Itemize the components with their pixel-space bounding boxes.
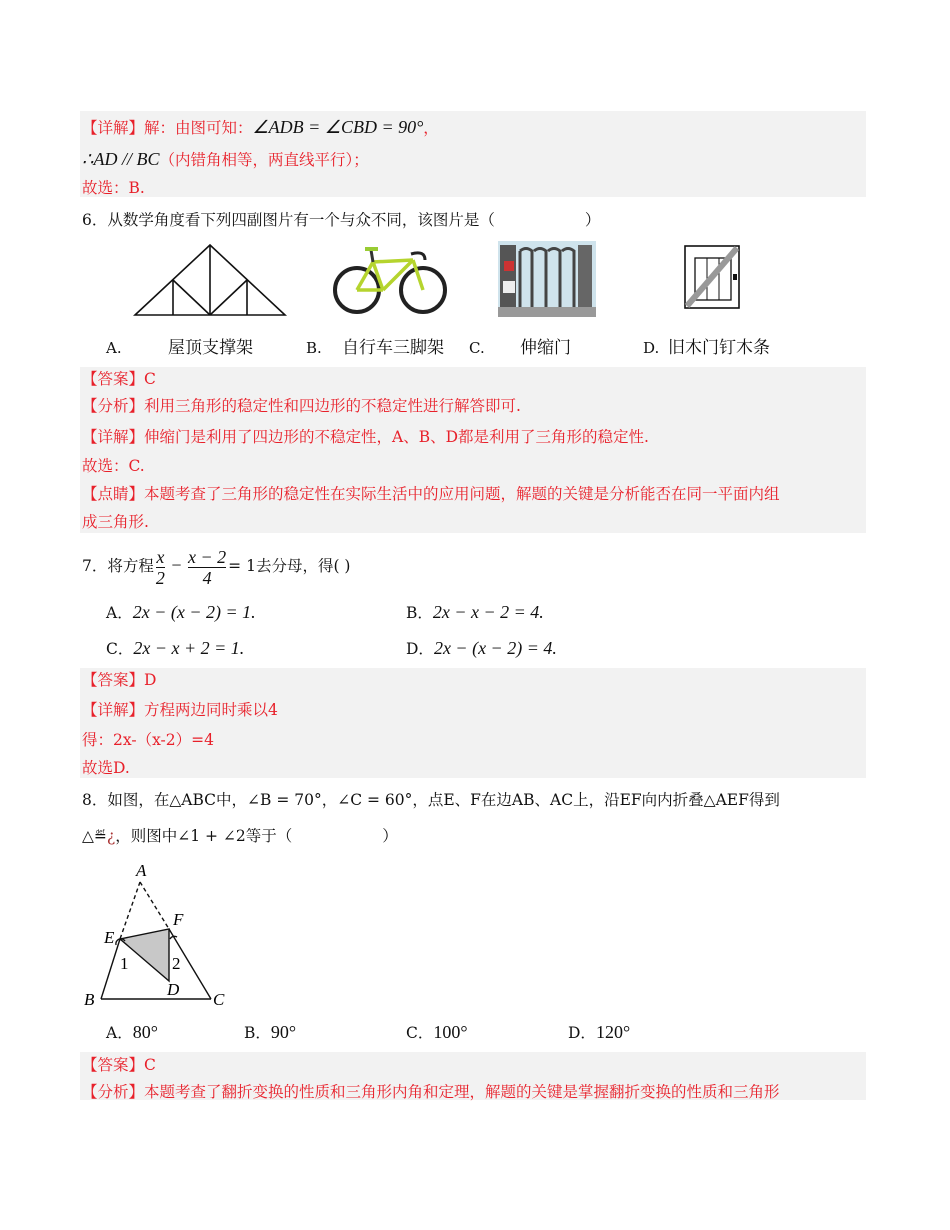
math-expression: ∴AD // BC — [82, 149, 160, 169]
math: 2x − x + 2 = 1. — [133, 638, 245, 658]
comment-tag: 【点睛】 — [82, 485, 145, 503]
old-door-image — [683, 244, 741, 310]
denominator: 4 — [202, 567, 212, 588]
triangle-figure — [80, 855, 240, 1015]
letter: D． — [568, 1024, 596, 1042]
q8-option-d — [568, 1022, 630, 1043]
fraction-x-over-2 — [156, 547, 165, 588]
roof-truss-image — [133, 241, 288, 317]
option-b-caption: 自行车三脚架 — [342, 338, 444, 358]
label-a: A — [136, 861, 147, 880]
label-e: E — [104, 928, 115, 947]
option-a-caption: 屋顶支撑架 — [168, 338, 253, 358]
solution-box-q6 — [80, 367, 866, 533]
q6-comment-cont: 成三角形. — [82, 513, 149, 531]
option-d-caption: 旧木门钉木条 — [668, 338, 770, 358]
minus: − — [166, 555, 187, 575]
q6-analysis — [82, 396, 521, 416]
comment-text: 本题考查了三角形的稳定性在实际生活中的应用问题，解题的关键是分析能否在同一平面内组 — [144, 485, 780, 503]
label-f: F — [173, 910, 184, 929]
fraction-x-minus-2-over-4 — [188, 547, 226, 588]
stem-text-end: = 1去分母，得( ) — [228, 557, 351, 575]
label-c: C — [213, 990, 225, 1009]
math: 2x − (x − 2) = 4. — [433, 638, 557, 658]
value: 120° — [595, 1022, 631, 1042]
q6-choose: 故选：C. — [82, 457, 145, 475]
q8-option-c — [406, 1022, 468, 1043]
value: 90° — [270, 1022, 297, 1042]
math: 2x − (x − 2) = 1. — [132, 602, 256, 622]
label-b: B — [84, 990, 95, 1009]
label-d: D — [167, 980, 180, 999]
q6-detail — [82, 427, 649, 447]
letter: C． — [406, 1024, 434, 1042]
retractable-gate-image — [498, 241, 596, 317]
stem-text: 7．将方程 — [82, 557, 154, 575]
value: 100° — [433, 1022, 468, 1042]
detail-tag: 【详解】 — [82, 428, 145, 446]
q8-stem: 8．如图，在△ABC中，∠B = 70°，∠C = 60°，点E、F在边AB、AC上，沿EF向内折叠△AEF得到 — [82, 791, 780, 809]
option-b-letter: B. — [306, 339, 322, 357]
detail-text: 伸缩门是利用了四边形的不稳定性，A、B、D都是利用了三角形的稳定性. — [144, 428, 649, 446]
detail-tag: 【详解】 — [82, 701, 145, 719]
numerator: x — [156, 546, 165, 567]
letter: A． — [106, 1024, 133, 1042]
letter: B． — [406, 604, 433, 622]
letter: C． — [106, 640, 134, 658]
stem-close: ） — [382, 827, 398, 845]
detail-text: 解：由图可知： — [144, 119, 253, 137]
analysis-tag: 【分析】 — [82, 1083, 145, 1101]
q8-answer: 【答案】C — [82, 1056, 156, 1074]
bicycle-image — [333, 242, 448, 314]
q7-option-d — [406, 638, 557, 659]
numerator: x − 2 — [188, 546, 227, 567]
q8-stem-cont — [82, 826, 398, 846]
q7-detail — [82, 700, 278, 720]
q7-answer: 【答案】D — [82, 671, 157, 689]
q6-stem — [82, 210, 600, 230]
q5-detail-line — [82, 117, 439, 138]
q5-conclusion-line — [82, 149, 369, 170]
letter: B． — [244, 1024, 271, 1042]
analysis-text: 利用三角形的稳定性和四边形的不稳定性进行解答即可. — [144, 397, 521, 415]
solution-box-q7 — [80, 668, 866, 778]
q5-choose: 故选：B. — [82, 179, 145, 197]
reason-text: （内错角相等，两直线平行）； — [159, 151, 369, 169]
analysis-tag: 【分析】 — [82, 397, 145, 415]
garbled-glyph: ¿ — [106, 827, 116, 845]
q7-option-a — [106, 602, 256, 623]
stem-text: ，则图中∠1 + ∠2等于（ — [115, 827, 293, 845]
letter: D． — [406, 640, 434, 658]
q7-option-c — [106, 638, 244, 659]
stem-text: 6．从数学角度看下列四副图片有一个与众不同，该图片是（ — [82, 211, 495, 229]
q7-option-b — [406, 602, 544, 623]
option-c-letter: C. — [469, 339, 485, 357]
punct: ， — [423, 119, 439, 137]
letter: A． — [106, 604, 133, 622]
q6-answer: 【答案】C — [82, 370, 156, 388]
value: 80° — [132, 1022, 158, 1042]
q7-result: 得：2x-（x-2）=4 — [82, 731, 214, 749]
q8-option-a — [106, 1022, 158, 1043]
denominator: 2 — [155, 567, 165, 588]
q8-option-b — [244, 1022, 296, 1043]
math-expression: ∠ADB = ∠CBD = 90° — [252, 117, 424, 137]
option-c-caption: 伸缩门 — [520, 338, 571, 358]
option-a-letter: A. — [106, 339, 122, 357]
q7-choose: 故选D. — [82, 759, 130, 777]
math: 2x − x − 2 = 4. — [432, 602, 544, 622]
analysis-text: 本题考查了翻折变换的性质和三角形内角和定理，解题的关键是掌握翻折变换的性质和三角形 — [144, 1083, 780, 1101]
detail-text: 方程两边同时乘以4 — [144, 701, 278, 719]
q6-comment — [82, 484, 780, 504]
q8-analysis — [82, 1082, 780, 1102]
q7-stem — [82, 544, 350, 588]
label-angle-1: 1 — [120, 954, 129, 973]
option-d-letter: D. — [643, 339, 660, 357]
label-angle-2: 2 — [172, 954, 181, 973]
stem-close: ） — [584, 211, 601, 229]
detail-tag: 【详解】 — [82, 119, 145, 137]
stem-text: △≝ — [82, 827, 107, 845]
